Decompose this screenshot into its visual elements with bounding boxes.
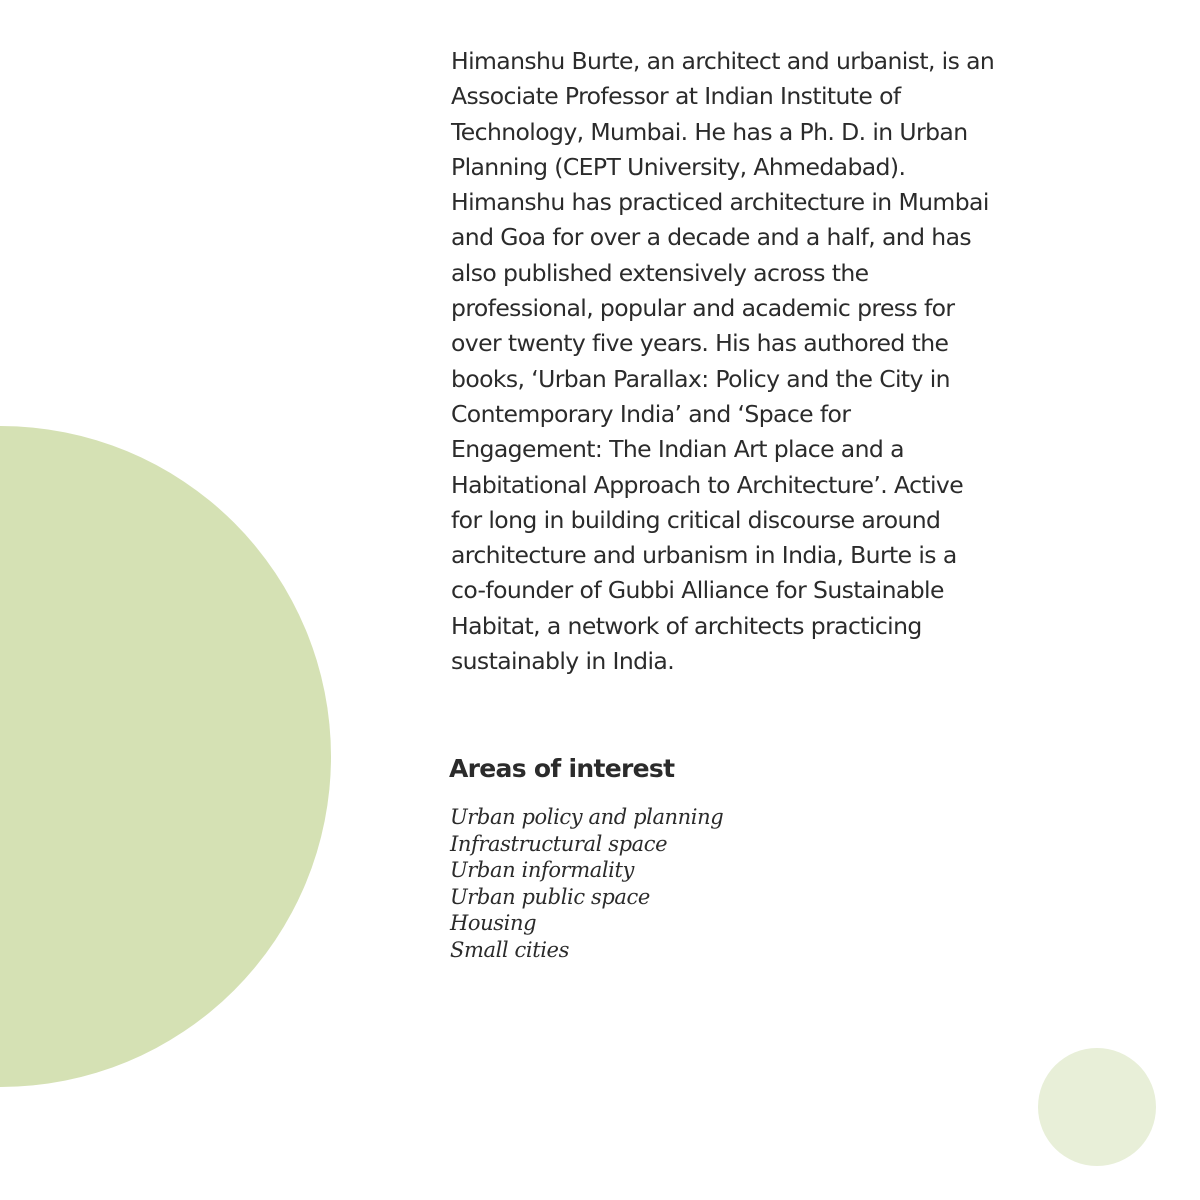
bio-line: co-founder of Gubbi Alliance for Sustainable — [451, 576, 944, 605]
interests-heading: Areas of interest — [449, 754, 675, 783]
bio-line: architecture and urbanism in India, Burte is a — [451, 541, 957, 570]
bio-line: Habitational Approach to Architecture’. Active — [451, 470, 964, 499]
interest-item: Infrastructural space — [450, 831, 668, 856]
bio-line: and Goa for over a decade and a half, and has — [451, 223, 972, 252]
bio-line: professional, popular and academic press for — [451, 294, 955, 323]
interest-item: Small cities — [450, 937, 569, 962]
decorative-circle-large — [0, 426, 331, 1087]
bio-line: Technology, Mumbai. He has a Ph. D. in Urban — [451, 117, 968, 146]
bio-line: books, ‘Urban Parallax: Policy and the City in — [451, 364, 950, 393]
interests-list — [450, 804, 723, 964]
bio-line: sustainably in India. — [451, 647, 675, 676]
bio-paragraph — [451, 44, 1051, 679]
bio-line: Habitat, a network of architects practicing — [451, 611, 922, 640]
bio-line: Himanshu has practiced architecture in Mumbai — [451, 188, 989, 217]
bio-line: Contemporary India’ and ‘Space for — [451, 399, 851, 428]
bio-line: Himanshu Burte, an architect and urbanist, is an — [451, 47, 995, 75]
bio-line: Engagement: The Indian Art place and a — [451, 435, 904, 464]
interest-item: Urban policy and planning — [450, 805, 724, 829]
bio-line: Planning (CEPT University, Ahmedabad). — [451, 152, 906, 181]
decorative-circle-small — [1038, 1048, 1156, 1166]
bio-line: for long in building critical discourse around — [451, 505, 941, 534]
bio-line: over twenty five years. His has authored the — [451, 329, 949, 358]
interest-item: Urban public space — [450, 884, 650, 909]
interest-item: Housing — [450, 911, 537, 936]
bio-line: also published extensively across the — [451, 258, 869, 287]
bio-line: Associate Professor at Indian Institute of — [451, 82, 901, 111]
interest-item: Urban informality — [450, 858, 634, 883]
